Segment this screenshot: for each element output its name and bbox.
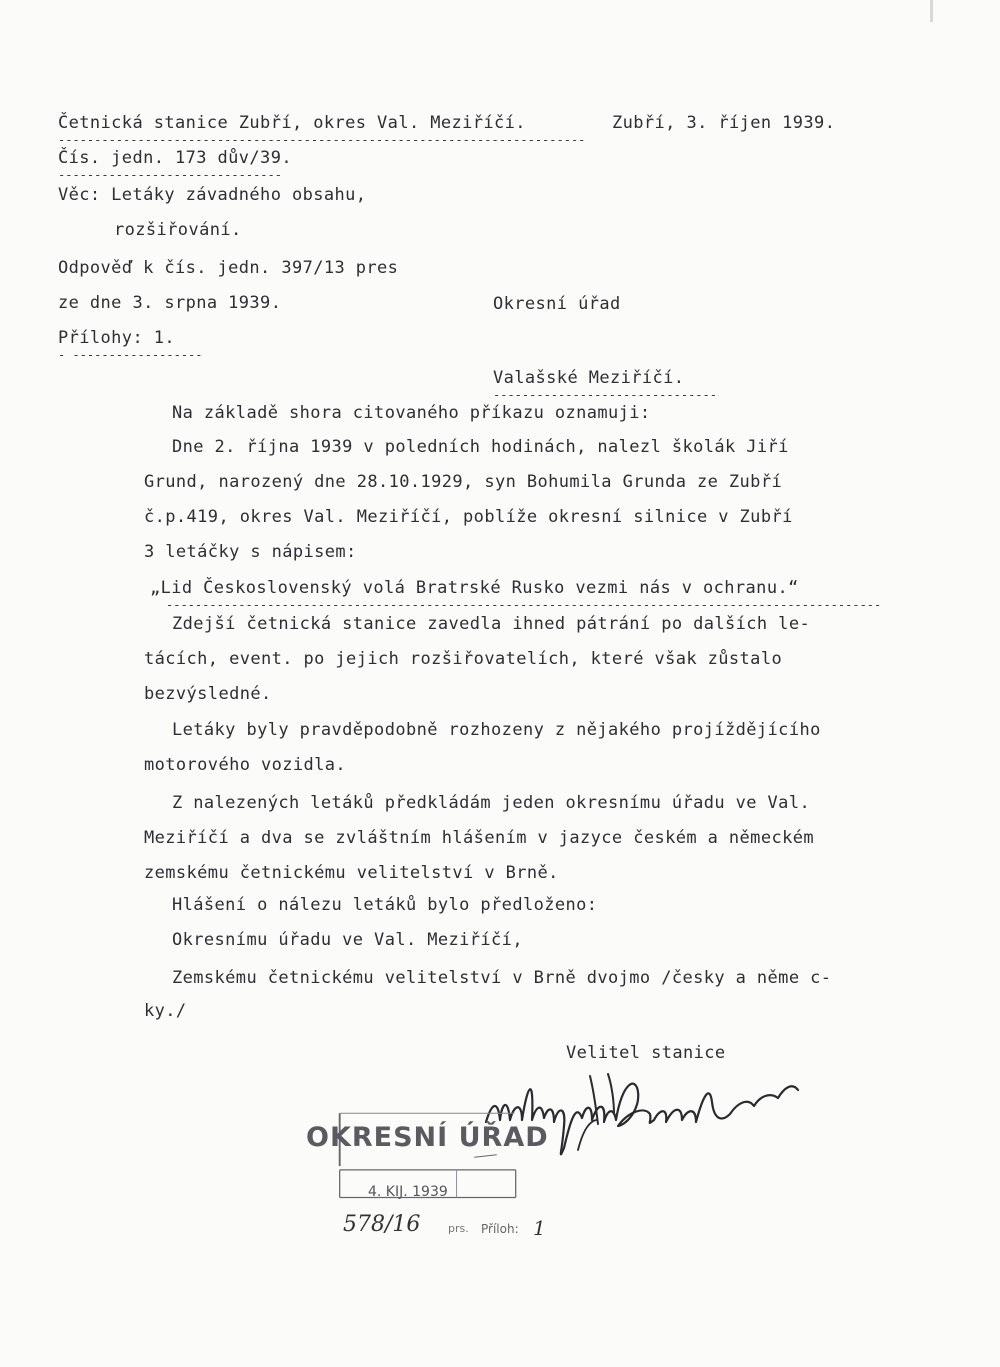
- scan-edge-mark: [930, 0, 933, 22]
- attachments-underline: - ------------------: [58, 348, 203, 362]
- office-stamp: [288, 1112, 573, 1240]
- stamp-prilohy-label: Příloh:: [481, 1222, 519, 1236]
- paragraph-4-line-2: Meziříčí a dva se zvláštním hlášením v jazyce českém a německém: [144, 828, 814, 848]
- stamp-prilohy-count: 1: [533, 1216, 546, 1240]
- station-line: Četnická stanice Zubří, okres Val. Meziříčí.: [58, 113, 526, 133]
- subject-line-1: Věc: Letáky závadného obsahu,: [58, 185, 367, 205]
- intro-line: Na základě shora citovaného příkazu oznamuji:: [172, 403, 651, 423]
- paragraph-5: Hlášení o nálezu letáků bylo předloženo:: [172, 895, 598, 915]
- addressee-line-1: Okresní úřad: [493, 294, 621, 314]
- signatory-title: Velitel stanice: [566, 1043, 726, 1063]
- quote-underline: ---------------------------------------------------------------------------------------------------: [166, 598, 882, 612]
- addressee-underline: -------------------------------: [493, 388, 717, 402]
- reply-line-2: ze dne 3. srpna 1939.: [58, 293, 282, 313]
- reference-number: Čís. jedn. 173 dův/39.: [58, 148, 292, 168]
- paragraph-4-line-1: Z nalezených letáků předkládám jeden okresnímu úřadu ve Val.: [172, 793, 811, 813]
- paragraph-7-line-2: ky./: [144, 1001, 187, 1021]
- stamp-number: 578/16: [343, 1212, 421, 1237]
- paragraph-6: Okresnímu úřadu ve Val. Meziříčí,: [172, 930, 523, 950]
- paragraph-7-line-1: Zemskému četnickému velitelství v Brně dvojmo /česky a něme c-: [172, 968, 832, 988]
- paragraph-1-line-2: Grund, narozený dne 28.10.1929, syn Bohumila Grunda ze Zubří: [144, 472, 783, 492]
- stamp-title: OKRESNÍ ÚŘAD: [306, 1122, 549, 1153]
- paragraph-3-line-1: Letáky byly pravděpodobně rozhozeny z nějakého projíždějícího: [172, 720, 821, 740]
- paragraph-4-line-3: zemskému četnickému velitelství v Brně.: [144, 863, 559, 883]
- subject-line-2: rozšiřování.: [114, 220, 242, 240]
- reference-underline: -------------------------------: [58, 168, 282, 182]
- stamp-date: 4. KIJ. 1939: [368, 1184, 448, 1200]
- paragraph-2-line-1: Zdejší četnická stanice zavedla ihned pátrání po dalších le-: [172, 614, 811, 634]
- reply-line-1: Odpověď k čís. jedn. 397/13 pres: [58, 258, 399, 278]
- attachments: Přílohy: 1.: [58, 328, 175, 348]
- paragraph-2-line-2: tácích, event. po jejich rozšiřovatelích, které však zůstalo: [144, 649, 783, 669]
- paragraph-2-line-3: bezvýsledné.: [144, 684, 272, 704]
- paragraph-1-line-1: Dne 2. října 1939 v poledních hodinách, nalezl školák Jiří: [172, 437, 789, 457]
- stamp-prs: prs.: [448, 1222, 469, 1235]
- paragraph-1-line-4: 3 letáčky s nápisem:: [144, 542, 357, 562]
- paragraph-3-line-2: motorového vozidla.: [144, 755, 347, 775]
- addressee-line-2: Valašské Meziříčí.: [493, 368, 685, 388]
- place-date: Zubří, 3. říjen 1939.: [612, 113, 836, 133]
- station-underline: -------------------------------------------------------------------------: [58, 133, 586, 147]
- paragraph-1-line-3: č.p.419, okres Val. Meziříčí, poblíže okresní silnice v Zubří: [144, 507, 793, 527]
- leaflet-quote: „Lid Československý volá Bratrské Rusko vezmi nás v ochranu.“: [150, 578, 799, 598]
